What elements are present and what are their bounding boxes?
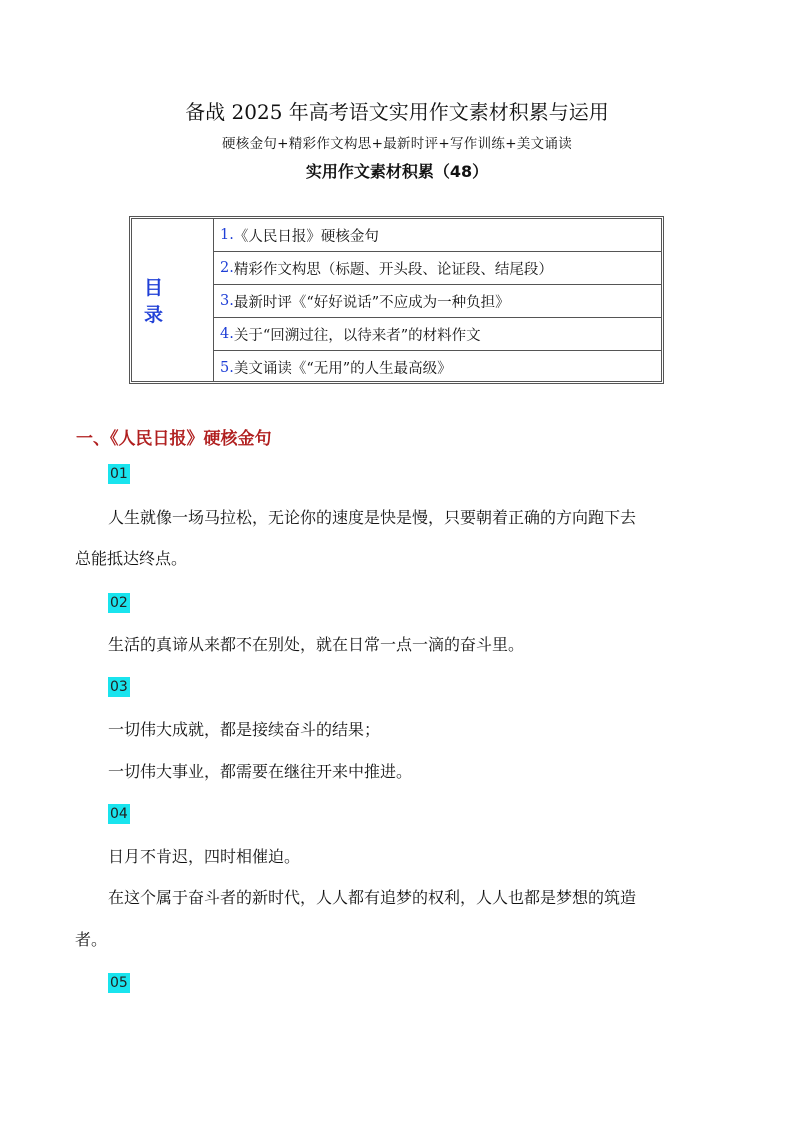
quote-paragraph: 一切伟大事业，都需要在继往开来中推进。 [108, 762, 413, 781]
document-title: 备战 2025 年高考语文实用作文素材积累与运用 [185, 100, 609, 124]
issue-title: 实用作文素材积累（48） [305, 162, 489, 181]
toc-item-number: 4. [220, 326, 234, 342]
toc-item-number: 1. [220, 227, 234, 243]
toc-item-text: 《人民日报》硬核金句 [233, 228, 379, 245]
quote-number-marker: 02 [110, 595, 128, 611]
quote-number-marker: 03 [110, 679, 128, 695]
quote-paragraph: 一切伟大成就，都是接续奋斗的结果； [108, 720, 381, 739]
document-subtitle: 硬核金句+精彩作文构思+最新时评+写作训练+美文诵读 [221, 136, 573, 152]
quote-number-marker: 04 [110, 806, 128, 822]
toc-item [214, 285, 661, 318]
toc-item-text: 精彩作文构思（标题、开头段、论证段、结尾段） [233, 261, 553, 278]
quote-paragraph: 者。 [75, 930, 108, 949]
toc-item-number: 5. [220, 359, 234, 376]
quote-paragraph: 在这个属于奋斗者的新时代，人人都有追梦的权利，人人也都是梦想的筑造 [108, 888, 637, 907]
toc-rows [214, 219, 661, 381]
toc-item [214, 252, 661, 285]
toc-item-number: 2. [220, 260, 234, 276]
toc-item-number: 3. [220, 293, 234, 309]
toc-item-text: 美文诵读《“无用”的人生最高级》 [233, 361, 452, 377]
toc-item-text: 最新时评《“好好说话”不应成为一种负担》 [233, 294, 510, 311]
quote-paragraph: 人生就像一场马拉松，无论你的速度是快是慢，只要朝着正确的方向跑下去 [108, 508, 637, 527]
toc-item [214, 318, 661, 351]
toc-item [214, 219, 661, 252]
toc-item [214, 351, 661, 384]
quote-number-marker: 01 [110, 466, 128, 482]
toc-item-text: 关于“回溯过往，以待来者”的材料作文 [233, 327, 481, 344]
toc-label: 目 录 [132, 219, 214, 381]
section-heading: 一、《人民日报》硬核金句 [76, 429, 272, 449]
quote-number-marker: 05 [110, 975, 128, 991]
quote-paragraph: 总能抵达终点。 [75, 549, 188, 568]
table-of-contents [129, 216, 664, 384]
quote-paragraph: 日月不肯迟，四时相催迫。 [108, 847, 301, 866]
quote-paragraph: 生活的真谛从来都不在别处，就在日常一点一滴的奋斗里。 [108, 635, 525, 654]
